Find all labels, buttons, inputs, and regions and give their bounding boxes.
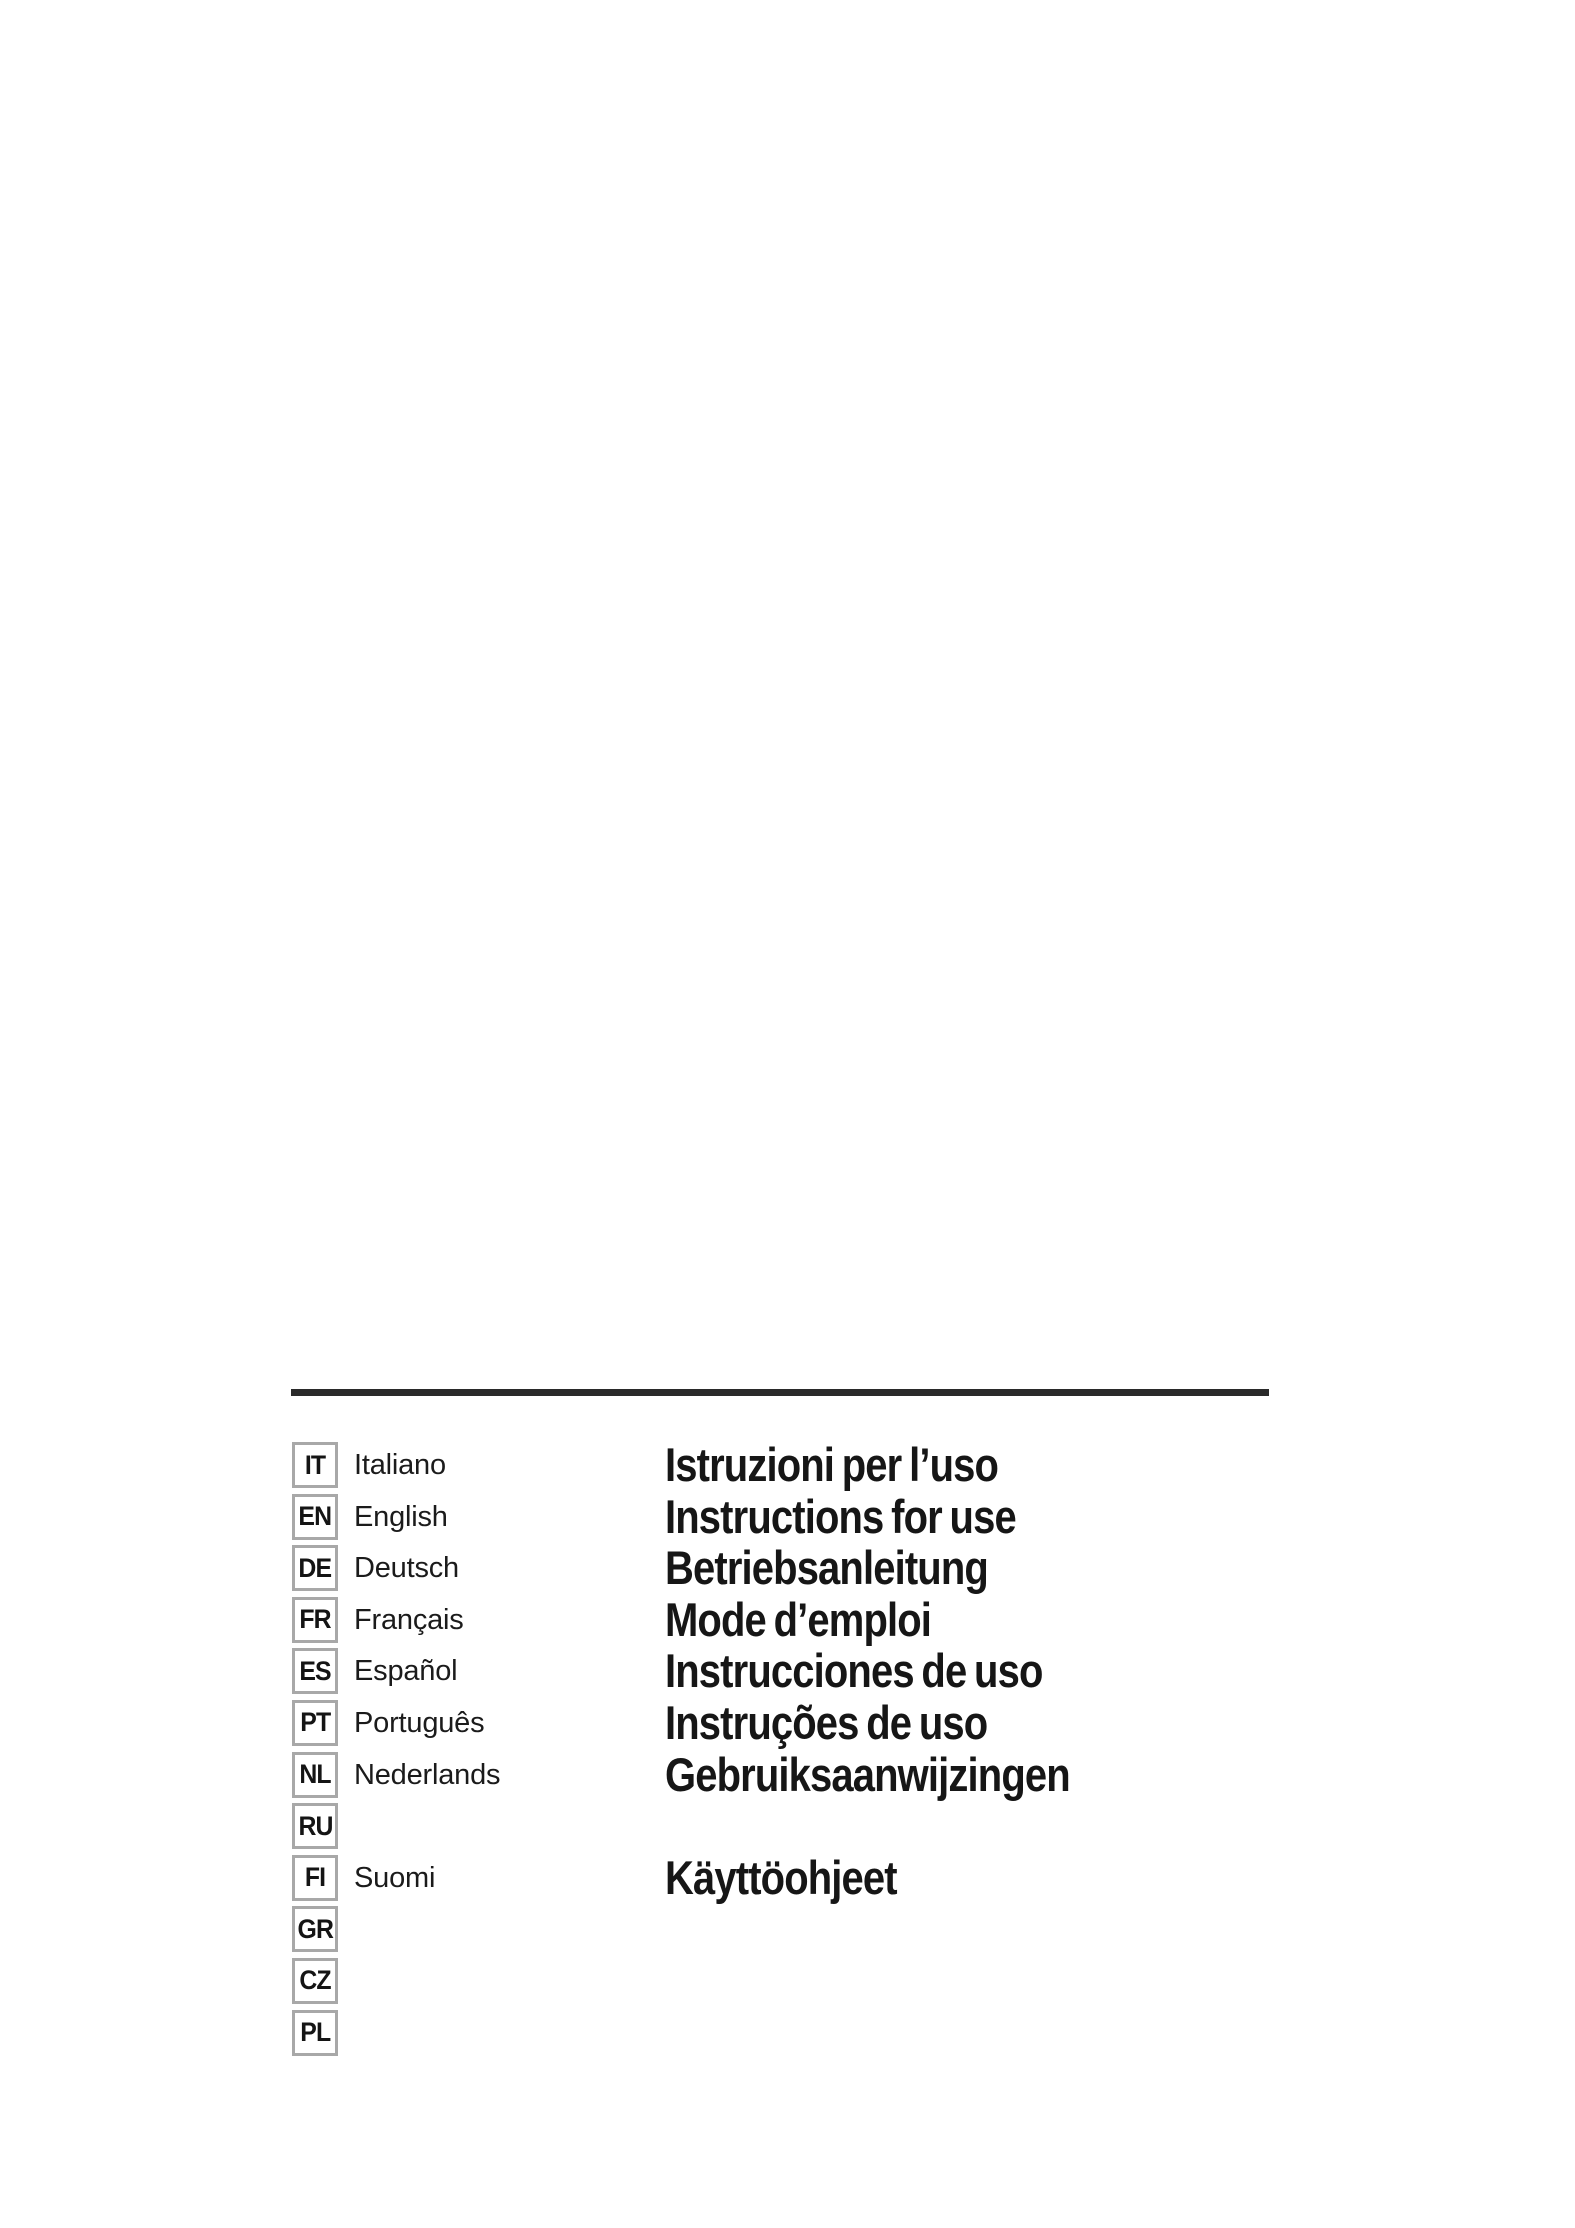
language-code-badge [292, 1648, 338, 1694]
language-row-pt [292, 1695, 1292, 1752]
language-name: Deutsch [354, 1552, 459, 1585]
language-code: DE [298, 1552, 332, 1583]
language-code: RU [297, 1810, 333, 1841]
language-title: Mode d’emploi [665, 1592, 932, 1646]
language-code: GR [297, 1913, 333, 1944]
language-code-badge [292, 1752, 338, 1798]
language-row-fi [292, 1850, 1292, 1907]
language-code-badge [292, 1906, 338, 1952]
language-code: FI [304, 1862, 326, 1893]
language-name: Français [354, 1603, 464, 1636]
language-code: NL [299, 1759, 331, 1790]
language-title: Instrucciones de uso [665, 1644, 1043, 1698]
language-title: Käyttöohjeet [665, 1850, 897, 1904]
language-row-pl [292, 2010, 1292, 2062]
language-code-badge [292, 1442, 338, 1488]
language-title: Gebruiksaanwijzingen [665, 1747, 1070, 1801]
language-code-badge [292, 1700, 338, 1746]
language-name: English [354, 1500, 448, 1533]
language-code: CZ [299, 1965, 331, 1996]
language-code-badge [292, 1803, 338, 1849]
language-code: ES [299, 1655, 331, 1686]
language-row-fr [292, 1592, 1292, 1649]
language-row-en [292, 1489, 1292, 1546]
language-code-badge [292, 1545, 338, 1591]
language-row-de [292, 1541, 1292, 1597]
language-code: IT [304, 1449, 326, 1480]
language-row-nl [292, 1747, 1292, 1804]
language-code-badge [292, 1855, 338, 1901]
language-row-gr [292, 1906, 1292, 1958]
language-title: Istruzioni per l’uso [665, 1438, 999, 1491]
language-row-ru [292, 1803, 1292, 1855]
language-title: Betriebsanleitung [665, 1541, 988, 1595]
language-code: PT [300, 1707, 330, 1738]
language-code: EN [298, 1501, 332, 1532]
language-code-badge [292, 2010, 338, 2056]
language-name: Suomi [354, 1861, 436, 1894]
language-name: Italiano [354, 1449, 446, 1481]
language-name: Español [354, 1655, 458, 1688]
language-code-badge [292, 1958, 338, 2004]
language-row-it [292, 1438, 1292, 1494]
language-index [292, 1438, 1292, 2061]
language-title: Instruções de uso [665, 1695, 988, 1749]
language-code-badge [292, 1597, 338, 1643]
language-row-es [292, 1644, 1292, 1700]
divider-rule [291, 1389, 1269, 1396]
language-row-cz [292, 1958, 1292, 2010]
language-name: Português [354, 1706, 485, 1739]
language-title: Instructions for use [665, 1489, 1016, 1543]
language-name: Nederlands [354, 1758, 501, 1791]
language-code: PL [300, 2017, 330, 2048]
language-code-badge [292, 1494, 338, 1540]
language-code: FR [299, 1604, 331, 1635]
